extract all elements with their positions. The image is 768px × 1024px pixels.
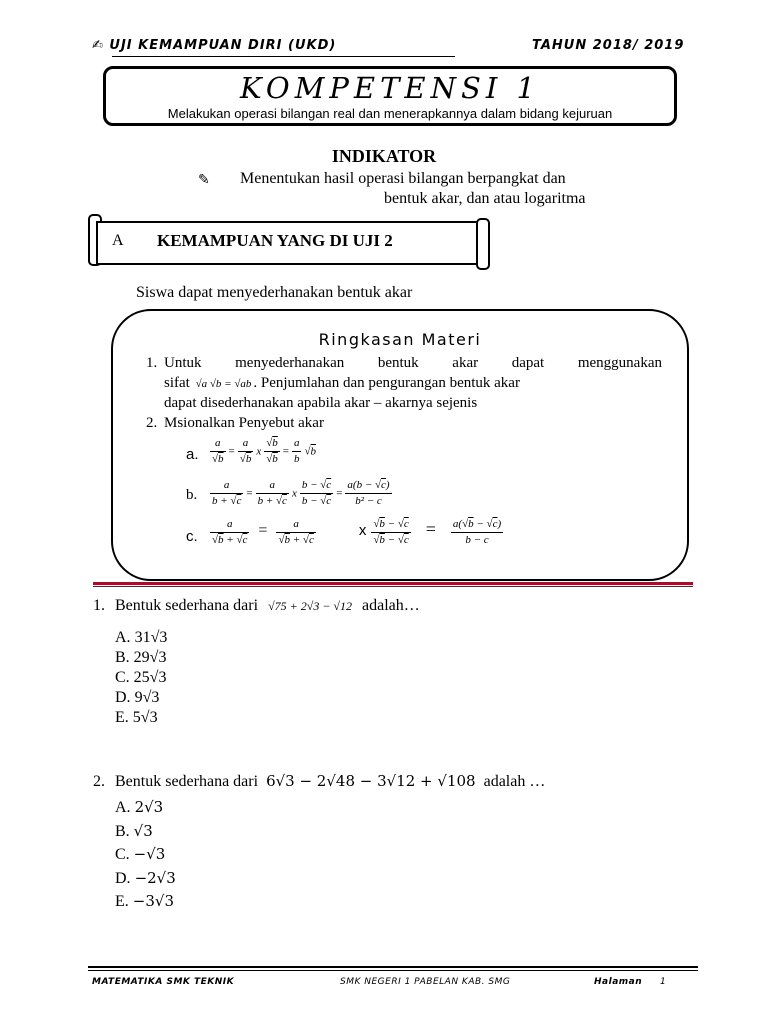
- item1-line3: dapat disederhanakan apabila akar – akarnya sejenis: [164, 395, 478, 411]
- q1-option-d[interactable]: D. 9√3: [115, 689, 160, 706]
- pencil-icon: ✎: [198, 172, 210, 188]
- formula-a: $\frac{a}{√b}$ = $\frac{a}{√b}$ x $\frac{√b}{√b}$ = $\frac{a}{b}$ √b: [212, 437, 317, 465]
- q2-option-d[interactable]: D. −2√3: [115, 868, 176, 887]
- question-2: [93, 772, 545, 791]
- q2-option-b[interactable]: B. √3: [115, 821, 153, 840]
- formula-c: $\frac{a}{√b + √c}$ = $\frac{a}{√b + √c}$ x $\frac{√b - √c}{√b - √c}$ = $\frac{a(√b - √c)}{b - c}$: [212, 518, 502, 546]
- item1-number: 1.: [146, 355, 158, 371]
- question-2-suffix: adalah …: [483, 773, 546, 790]
- item2-number: 2.: [146, 415, 158, 431]
- q1-option-c[interactable]: C. 25√3: [115, 669, 167, 686]
- item1-formula: √a √b = √ab: [195, 378, 252, 390]
- item2-text: Msionalkan Penyebut akar: [164, 415, 324, 431]
- item1-line2-post: . Penjumlahan dan pengurangan bentuk akar: [253, 375, 520, 391]
- formula-b: $\frac{a}{b + √c}$ = $\frac{a}{b + √c}$ x $\frac{b - √c}{b - √c}$ = $\frac{a(b - √c)}{\text{b² − c}}$: [212, 479, 390, 507]
- section-divider-shadow: [93, 586, 693, 587]
- scroll-curl-right: [476, 218, 490, 270]
- q2-option-e[interactable]: E. −3√3: [115, 892, 174, 910]
- indikator-line-2: bentuk akar, dan atau logaritma: [384, 190, 586, 207]
- q2-option-c[interactable]: C. −√3: [115, 845, 166, 863]
- question-2-text: Bentuk sederhana dari: [115, 773, 259, 790]
- question-1-suffix: adalah…: [362, 597, 420, 614]
- kompetensi-subtitle: Melakukan operasi bilangan real dan menerapkannya dalam bidang kejuruan: [167, 106, 613, 121]
- formula-b-label: b.: [186, 487, 198, 503]
- kompetensi-box: [103, 66, 677, 126]
- footer-center: SMK NEGERI 1 PABELAN KAB. SMG: [340, 977, 511, 987]
- item1-line1: Untuk menyederhanakan bentuk akar dapat menggunakan: [164, 355, 662, 371]
- section-intro: Siswa dapat menyederhanakan bentuk akar: [136, 284, 413, 301]
- q1-option-e[interactable]: E. 5√3: [115, 709, 158, 726]
- indikator-line-1: Menentukan hasil operasi bilangan berpangkat dan: [240, 170, 566, 187]
- item1-line2: [164, 375, 662, 392]
- question-2-number: 2.: [93, 773, 105, 790]
- formula-c-label: c.: [186, 528, 198, 545]
- header-underline: [112, 56, 455, 57]
- question-1-text: Bentuk sederhana dari: [115, 597, 259, 614]
- ringkasan-title: Ringkasan Materi: [318, 330, 482, 349]
- section-title: KEMAMPUAN YANG DI UJI 2: [157, 231, 393, 250]
- kompetensi-title: KOMPETENSI 1: [240, 71, 540, 105]
- footer-left: MATEMATIKA SMK TEKNIK: [92, 977, 235, 987]
- footer-right-label: Halaman: [594, 977, 643, 987]
- indikator-heading: INDIKATOR: [331, 146, 437, 166]
- item1-line2-pre: sifat: [164, 375, 190, 391]
- question-1-number: 1.: [93, 597, 105, 614]
- footer-rule-thin: [88, 970, 698, 971]
- q2-option-a[interactable]: A. 2√3: [115, 798, 164, 816]
- q1-option-a[interactable]: A. 31√3: [115, 629, 168, 646]
- footer-page-number: 1: [660, 977, 667, 987]
- question-2-expr: 6√3 − 2√48 − 3√12 + √108: [266, 772, 476, 790]
- section-divider: [93, 582, 693, 585]
- header-year: TAHUN 2018/ 2019: [532, 38, 685, 53]
- question-1-expr: √75 + 2√3 − √12: [268, 599, 353, 613]
- footer-rule-thick: [88, 966, 698, 968]
- q1-options: [115, 628, 167, 728]
- q2-options: [115, 796, 176, 914]
- header-left-text: ✍ UJI KEMAMPUAN DIRI (UKD): [92, 38, 337, 53]
- q1-option-b[interactable]: B. 29√3: [115, 649, 167, 666]
- formula-a-label: a.: [186, 446, 199, 463]
- section-letter: A: [112, 232, 124, 249]
- question-1: [93, 597, 420, 615]
